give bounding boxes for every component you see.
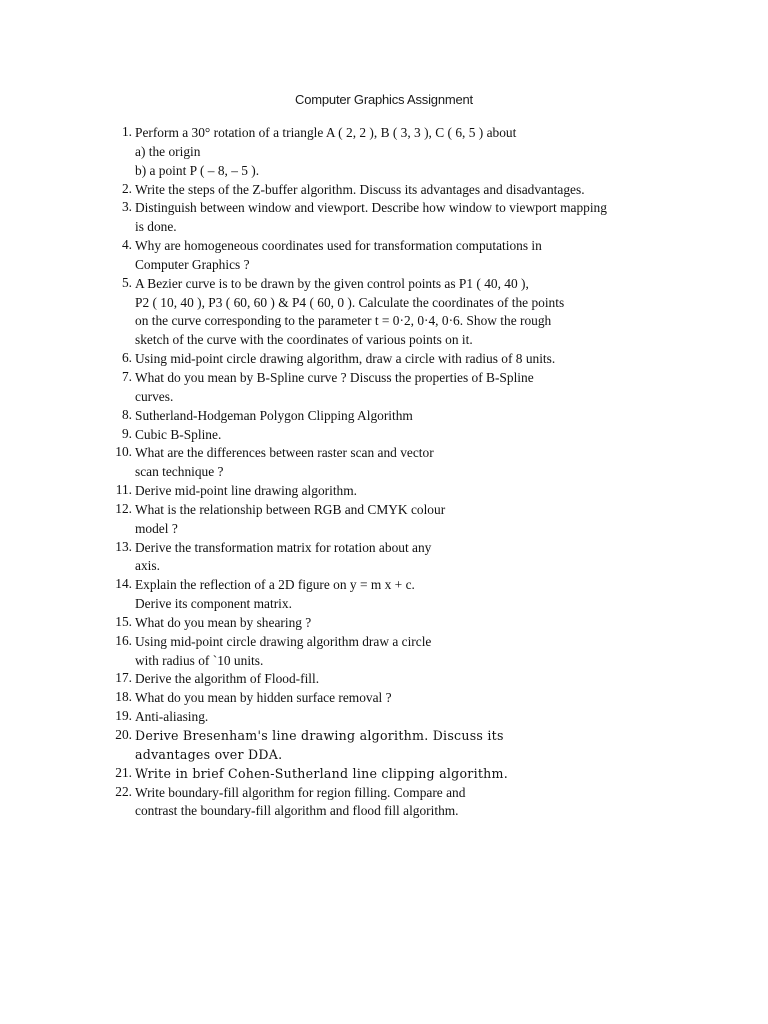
question-list — [112, 124, 652, 821]
question-item-13 — [112, 539, 652, 577]
question-item-5 — [112, 275, 652, 350]
question-text-line: Derive Bresenham's line drawing algorithm. Discuss its — [135, 728, 504, 743]
question-item-19 — [112, 708, 652, 727]
question-item-16 — [112, 633, 652, 671]
question-item-15 — [112, 614, 652, 633]
question-text-line: Distinguish between window and viewport. Describe how window to viewport mapping — [135, 200, 607, 216]
question-text-line: a) the origin — [135, 143, 201, 159]
question-item-1 — [112, 124, 652, 181]
question-item-18 — [112, 689, 652, 708]
question-number: 9. — [121, 425, 132, 441]
question-text-line: scan technique ? — [135, 464, 224, 480]
question-text-line: Perform a 30° rotation of a triangle A ( 2, 2 ), B ( 3, 3 ), C ( 6, 5 ) about — [135, 125, 517, 140]
question-number: 12. — [115, 500, 132, 516]
question-item-7 — [112, 369, 652, 407]
question-item-11 — [112, 482, 652, 501]
question-text-line: What is the relationship between RGB and CMYK colour — [135, 501, 446, 517]
question-text-line: What do you mean by B-Spline curve ? Discuss the properties of B-Spline — [135, 369, 534, 385]
question-number: 5. — [121, 274, 132, 290]
question-number: 10. — [115, 444, 132, 460]
question-text-line: Using mid-point circle drawing algorithm, draw a circle with radius of 8 units. — [135, 351, 556, 367]
question-number: 7. — [121, 368, 132, 384]
question-item-3 — [112, 199, 652, 237]
question-text-line: Using mid-point circle drawing algorithm draw a circle — [135, 633, 432, 649]
question-text-line: Why are homogeneous coordinates used for transformation computations in — [135, 238, 542, 254]
question-item-21 — [112, 765, 652, 784]
question-item-2 — [112, 181, 652, 200]
question-text-line: Sutherland-Hodgeman Polygon Clipping Algorithm — [135, 407, 413, 423]
question-text-line: Derive its component matrix. — [135, 596, 292, 612]
question-text-line: sketch of the curve with the coordinates of various points on it. — [135, 332, 473, 348]
question-text-line: Explain the reflection of a 2D figure on y = m x + c. — [135, 577, 415, 593]
question-number: 17. — [115, 670, 132, 686]
question-number: 14. — [115, 576, 132, 592]
question-text-line: What are the differences between raster scan and vector — [135, 445, 434, 461]
question-text-line: axis. — [135, 558, 160, 574]
question-text-line: Write boundary-fill algorithm for region filling. Compare and — [135, 784, 466, 800]
document-title: Computer Graphics Assignment — [295, 92, 473, 107]
question-number: 15. — [115, 613, 132, 629]
question-number: 22. — [115, 783, 132, 799]
question-text-line: Derive the algorithm of Flood-fill. — [135, 671, 320, 687]
question-text-line: Cubic B-Spline. — [135, 426, 222, 442]
question-number: 1. — [121, 124, 132, 139]
question-text-line: A Bezier curve is to be drawn by the given control points as P1 ( 40, 40 ), — [135, 275, 529, 291]
question-text-line: What do you mean by hidden surface removal ? — [135, 690, 392, 706]
question-number: 19. — [115, 708, 132, 724]
question-number: 18. — [115, 689, 132, 705]
question-item-17 — [112, 670, 652, 689]
question-text-line: Derive mid-point line drawing algorithm. — [135, 483, 358, 499]
question-text-line: Anti-aliasing. — [135, 709, 209, 725]
question-text-line: Derive the transformation matrix for rotation about any — [135, 539, 432, 555]
question-text-line: Write the steps of the Z-buffer algorithm. Discuss its advantages and disadvantages. — [135, 181, 585, 197]
question-text-line: Computer Graphics ? — [135, 256, 250, 272]
question-number: 11. — [115, 482, 132, 498]
question-text-line: b) a point P ( – 8, – 5 ). — [135, 162, 260, 178]
question-item-8 — [112, 407, 652, 426]
question-text-line: contrast the boundary-fill algorithm and flood fill algorithm. — [135, 803, 459, 819]
question-number: 21. — [115, 764, 132, 780]
question-text-line: model ? — [135, 520, 178, 536]
question-item-9 — [112, 426, 652, 445]
question-number: 8. — [121, 406, 132, 422]
question-item-6 — [112, 350, 652, 369]
question-number: 20. — [115, 727, 132, 742]
question-number: 3. — [121, 199, 132, 215]
question-item-14 — [112, 576, 652, 614]
question-item-20 — [112, 727, 652, 765]
question-text-line: advantages over DDA. — [135, 746, 283, 762]
question-item-10 — [112, 444, 652, 482]
question-text-line: curves. — [135, 388, 174, 404]
question-text-line: Write in brief Cohen-Sutherland line clipping algorithm. — [135, 765, 508, 781]
question-number: 2. — [121, 180, 132, 196]
question-text-line: with radius of `10 units. — [135, 652, 264, 668]
question-number: 13. — [115, 538, 132, 554]
question-text-line: on the curve corresponding to the parameter t = 0·2, 0·4, 0·6. Show the rough — [135, 313, 552, 329]
question-item-22 — [112, 784, 652, 822]
question-item-4 — [112, 237, 652, 275]
question-text-line: What do you mean by shearing ? — [135, 614, 312, 630]
question-number: 16. — [115, 632, 132, 648]
question-number: 6. — [121, 350, 132, 366]
question-item-12 — [112, 501, 652, 539]
question-number: 4. — [121, 237, 132, 253]
question-text-line: P2 ( 10, 40 ), P3 ( 60, 60 ) & P4 ( 60, 0 ). Calculate the coordinates of the points — [135, 294, 565, 310]
question-text-line: is done. — [135, 219, 177, 235]
